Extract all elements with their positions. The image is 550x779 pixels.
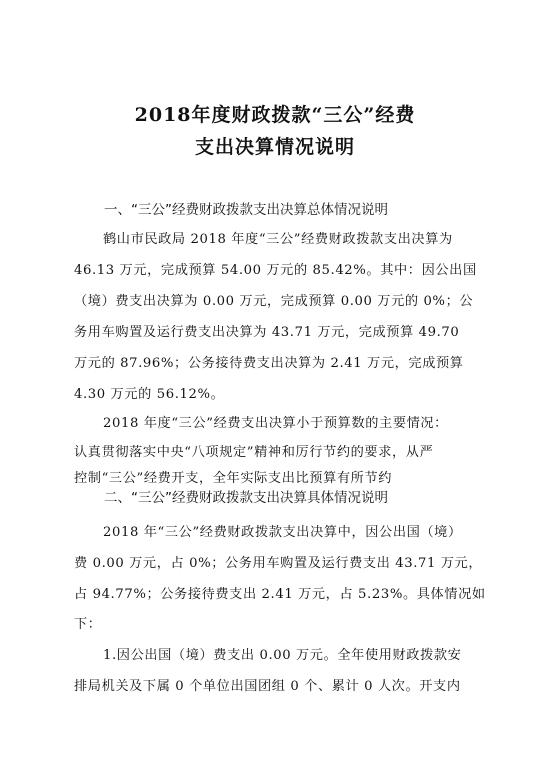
document-title-line-1: 2018年度财政拨款“三公”经费 [134,104,416,126]
paragraph-line: 万元的 87.96%；公务接待费支出决算为 2.41 万元，完成预算 [74,356,464,371]
section-2-heading: 二、“三公”经费财政拨款支出决算具体情况说明 [104,490,388,506]
section-1-heading: 一、“三公”经费财政拨款支出决算总体情况说明 [104,202,388,218]
paragraph-line: 务用车购置及运行费支出决算为 43.71 万元，完成预算 49.70 [74,325,460,340]
paragraph-line: 排局机关及下属 0 个单位出国团组 0 个、累计 0 人次。开支内 [74,679,461,694]
paragraph-line: 占 94.77%；公务接待费支出 2.41 万元，占 5.23%。具体情况如 [74,587,486,602]
paragraph-line: （境）费支出决算为 0.00 万元，完成预算 0.00 万元的 0%；公 [74,294,474,309]
paragraph-line: 下： [74,617,102,632]
paragraph-line: 费 0.00 万元，占 0%；公务用车购置及运行费支出 43.71 万元， [74,556,483,571]
paragraph-line: 控制“三公”经费开支，全年实际支出比预算有所节约 [74,471,393,486]
paragraph-line: 2018 年“三公”经费财政拨款支出决算中，因公出国（境） [103,525,462,540]
paragraph-line: 4.30 万元的 56.12%。 [74,387,225,402]
paragraph-line: 2018 年度“三公”经费支出决算小于预算数的主要情况： [103,416,448,431]
document-title-line-2: 支出决算情况说明 [194,136,355,158]
paragraph-line: 46.13 万元，完成预算 54.00 万元的 85.42%。其中：因公出国 [74,263,477,278]
paragraph-line: 认真贯彻落实中央“八项规定”精神和厉行节约的要求，从严 [74,445,434,460]
paragraph-line: 鹤山市民政局 2018 年度“三公”经费财政拨款支出决算为 [103,232,453,247]
paragraph-line: 1.因公出国（境）费支出 0.00 万元。全年使用财政拨款安 [103,648,462,663]
